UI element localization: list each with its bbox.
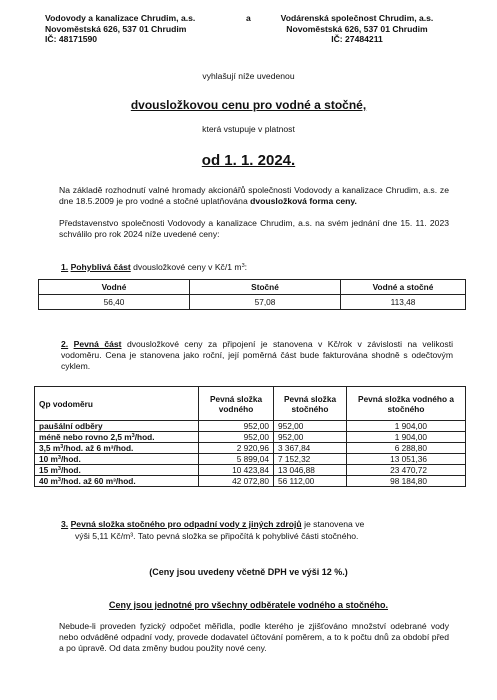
cell-pevna-vodne: 952,00: [199, 421, 274, 432]
section-3-title: Pevná složka stočného pro odpadní vody z jiných zdrojů: [70, 519, 302, 529]
cell-pevna-stocne: 56 112,00: [274, 476, 347, 487]
table-row: [35, 432, 466, 443]
cell-pevna-vodne: 2 920,96: [199, 443, 274, 454]
cell-pevna-vodne-stocne: 1 904,00: [347, 432, 466, 443]
col-header-pevna-stocne: Pevná složka stočného: [274, 387, 347, 421]
effective-date: od 1. 1. 2024.: [201, 152, 296, 169]
value-vodne: 56,40: [39, 295, 190, 310]
section-1-sup: 3: [241, 263, 245, 269]
table-row: [35, 476, 466, 487]
company-right: [262, 13, 452, 45]
final-paragraph: Nebude-li proveden fyzický odpočet měřidla, podle kterého je zjišťováno množství odebrané vody nebo odváděné odpadní vody, provede dodavatel účtování poměrem, a to k počtu dnů za období před a po úpravě. Od data změny budou použity nové ceny.: [59, 621, 449, 653]
cell-pevna-vodne-stocne: 6 288,80: [347, 443, 466, 454]
col-header-vodne: Vodné: [39, 280, 190, 295]
company-left-ico: IČ: 48171590: [45, 34, 98, 44]
variable-price-header-row: [39, 280, 466, 295]
paragraph-2: Představenstvo společnosti Vodovody a kanalizace Chrudim, a.s. na svém jednání dne 15. 11. 2023 schválilo pro rok 2024 níže uvedené ceny:: [59, 218, 449, 239]
section-1-heading: [61, 262, 247, 273]
section-2-heading: [61, 339, 453, 371]
section-3-text-line2: výši 5,11 Kč/m³. Tato pevná složka se připočítá k pohyblivé části stočného.: [75, 531, 359, 541]
cell-pevna-stocne: 952,00: [274, 421, 347, 432]
intro-text: vyhlašují níže uvedenou: [202, 71, 295, 81]
row-label: 40 $m^3$/hod. až 60 m³/hod.: [35, 476, 199, 487]
cell-pevna-vodne: 10 423,84: [199, 465, 274, 476]
company-left-name: Vodovody a kanalizace Chrudim, a.s.: [45, 13, 196, 23]
row-label: 10 $m^3$/hod.: [35, 454, 199, 465]
fixed-price-table: [34, 386, 466, 487]
cell-pevna-vodne: 952,00: [199, 432, 274, 443]
col-header-qp: Qp vodoměru: [35, 387, 199, 421]
cell-pevna-stocne: 952,00: [274, 432, 347, 443]
section-3-number: 3.: [61, 519, 69, 529]
fixed-price-header-row: [35, 387, 466, 421]
headline: dvousložkovou cenu pro vodné a stočné,: [130, 98, 367, 112]
variable-price-table: [38, 279, 466, 310]
table-row: [35, 454, 466, 465]
col-header-vodne-stocne: Vodné a stočné: [341, 280, 466, 295]
company-right-address: Novoměstská 626, 537 01 Chrudim: [286, 23, 428, 34]
paragraph-1: [59, 185, 449, 207]
col-header-pevna-vodne: Pevná složka vodného: [199, 387, 274, 421]
cell-pevna-vodne-stocne: 1 904,00: [347, 421, 466, 432]
value-vodne-stocne: 113,48: [341, 295, 466, 310]
table-row: [35, 421, 466, 432]
section-1-text: dvousložkové ceny v Kč/1 m: [130, 262, 242, 272]
row-label: méně nebo rovno 2,5 $m^3$/hod.: [35, 432, 199, 443]
section-2-number: 2.: [61, 339, 69, 349]
row-label: 3,5 $m^3$/hod. až 6 m³/hod.: [35, 443, 199, 454]
cell-pevna-stocne: 13 046,88: [274, 465, 347, 476]
company-right-ico: IČ: 27484211: [331, 34, 383, 44]
row-label: paušální odběry: [35, 421, 199, 432]
company-left-address: Novoměstská 626, 537 01 Chrudim: [45, 23, 187, 34]
col-header-pevna-vodne-stocne: Pevná složka vodného a stočného: [347, 387, 466, 421]
table-row: [35, 443, 466, 454]
effective-text: která vstupuje v platnost: [202, 124, 295, 134]
section-3-text-line1: je stanovena ve: [301, 519, 365, 529]
vat-note: (Ceny jsou uvedeny včetně DPH ve výši 12 %.): [149, 567, 348, 577]
table-row: [35, 465, 466, 476]
value-stocne: 57,08: [190, 295, 341, 310]
section-2-text: dvousložkové ceny za připojení je stanovena v Kč/rok v závislosti na velikosti vodoměru. Cena je stanovena jako roční, její poměrná část bude fakturována shodně s odečtovým cyklem.: [61, 339, 453, 371]
paragraph-1-text: Na základě rozhodnutí valné hromady akcionářů společnosti Vodovody a kanalizace Chrudim, a.s. ze dne 18.5.2009 je pro vodné a stočné uplatňována: [59, 185, 449, 206]
uniform-price-note: Ceny jsou jednotné pro všechny odběratele vodného a stočného.: [108, 600, 389, 610]
variable-price-value-row: [39, 295, 466, 310]
cell-pevna-vodne: 42 072,80: [199, 476, 274, 487]
cell-pevna-stocne: 7 152,32: [274, 454, 347, 465]
paragraph-1-bold: dvousložková forma ceny.: [250, 195, 357, 206]
header-connector: a: [246, 13, 251, 23]
section-2-title: Pevná část: [73, 339, 122, 349]
cell-pevna-vodne-stocne: 13 051,36: [347, 454, 466, 465]
cell-pevna-vodne-stocne: 98 184,80: [347, 476, 466, 487]
company-right-name: Vodárenská společnost Chrudim, a.s.: [280, 13, 434, 23]
cell-pevna-stocne: 3 367,84: [274, 443, 347, 454]
row-label: 15 $m^3$/hod.: [35, 465, 199, 476]
cell-pevna-vodne-stocne: 23 470,72: [347, 465, 466, 476]
section-1-after: :: [244, 262, 248, 272]
company-left: [45, 13, 235, 45]
section-3-heading: [61, 519, 453, 530]
col-header-stocne: Stočné: [190, 280, 341, 295]
section-1-title: Pohyblivá část: [70, 262, 131, 272]
section-1-number: 1.: [61, 262, 69, 272]
cell-pevna-vodne: 5 899,04: [199, 454, 274, 465]
